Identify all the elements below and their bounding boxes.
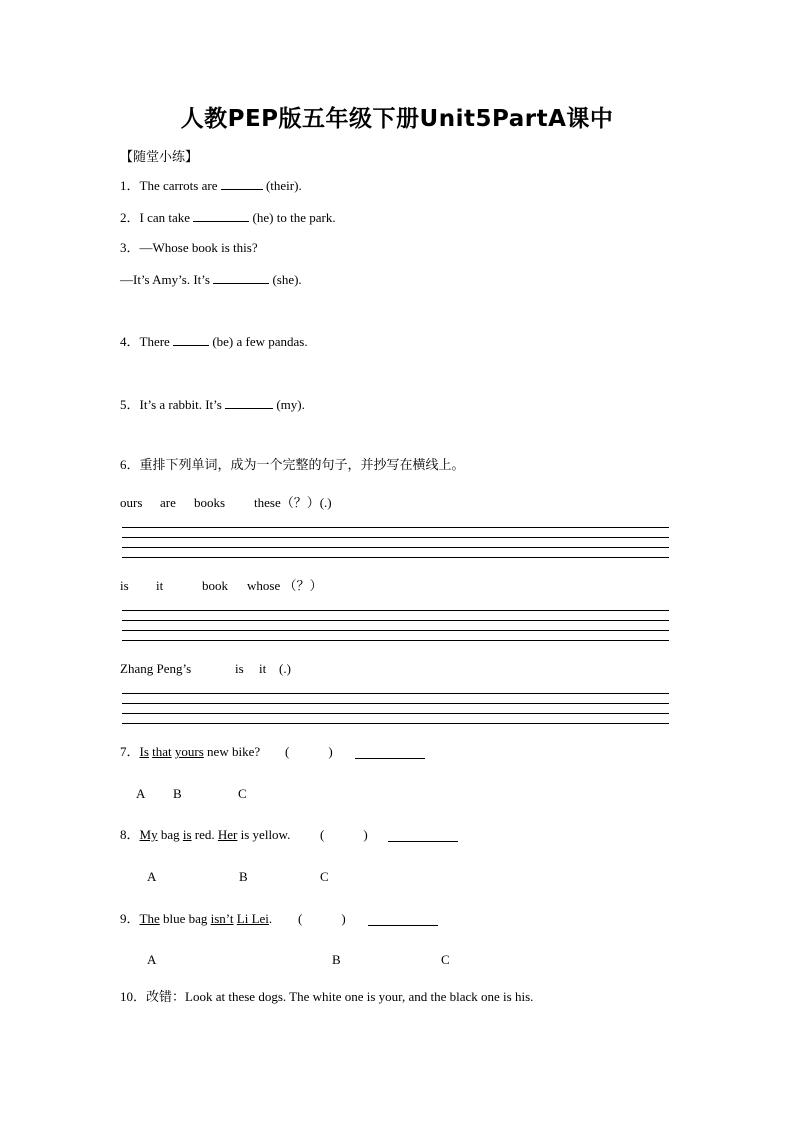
question-number: 3． bbox=[120, 240, 140, 255]
correction-blank[interactable] bbox=[355, 758, 425, 759]
question-hint: (she). bbox=[269, 272, 302, 287]
question-8 bbox=[120, 827, 290, 843]
correction-blank[interactable] bbox=[368, 925, 438, 926]
question-number: 9． bbox=[120, 911, 140, 926]
writing-line[interactable] bbox=[122, 610, 669, 611]
question-number: 4． bbox=[120, 334, 140, 349]
underlined-part-a: My bbox=[139, 827, 158, 842]
underlined-part-a: The bbox=[139, 911, 160, 926]
question-text: The carrots are bbox=[139, 178, 221, 193]
question-number: 5． bbox=[120, 397, 140, 412]
question-3 bbox=[120, 240, 258, 256]
option-label-a: A bbox=[136, 786, 146, 801]
writing-line[interactable] bbox=[122, 630, 669, 631]
option-label-b: B bbox=[173, 786, 182, 801]
answer-blank[interactable] bbox=[173, 333, 209, 346]
question-label: 改错： bbox=[146, 990, 186, 1005]
word: books bbox=[194, 495, 226, 510]
writing-line[interactable] bbox=[122, 537, 669, 538]
question-hint: (their). bbox=[262, 178, 302, 193]
question-instruction: 重排下列单词，成为一个完整的句子，并抄写在横线上。 bbox=[139, 458, 465, 473]
question-9 bbox=[120, 911, 272, 927]
text-segment: is yellow. bbox=[237, 827, 291, 842]
question-4 bbox=[120, 333, 308, 350]
question-1 bbox=[120, 177, 302, 194]
underlined-part-c: Li Lei bbox=[236, 911, 269, 926]
word: whose （？） bbox=[247, 578, 323, 593]
question-hint: (my). bbox=[273, 397, 305, 412]
question-text: —It’s Amy’s. It’s bbox=[120, 272, 214, 287]
underlined-part-b: that bbox=[152, 744, 172, 759]
writing-line[interactable] bbox=[122, 527, 669, 528]
word: it bbox=[259, 661, 267, 676]
option-label-a: A bbox=[147, 952, 157, 967]
answer-blank[interactable] bbox=[221, 177, 263, 190]
section-heading: 【随堂小练】 bbox=[120, 150, 199, 165]
word: ours bbox=[120, 495, 143, 510]
question-hint: (he) to the park. bbox=[249, 210, 336, 225]
writing-line[interactable] bbox=[122, 557, 669, 558]
writing-line[interactable] bbox=[122, 713, 669, 714]
text-segment: bag bbox=[157, 827, 183, 842]
question-6 bbox=[120, 457, 465, 474]
question-2 bbox=[120, 209, 336, 226]
text-segment: . bbox=[268, 911, 273, 926]
scrambled-words-3 bbox=[120, 661, 291, 677]
question-text: I can take bbox=[139, 210, 194, 225]
answer-blank[interactable] bbox=[225, 396, 273, 409]
option-label-c: C bbox=[320, 869, 329, 884]
underlined-part-b: isn’t bbox=[210, 911, 234, 926]
text-segment: new bike? bbox=[203, 744, 261, 759]
option-label-a: A bbox=[147, 869, 157, 884]
scrambled-words-2 bbox=[120, 578, 322, 594]
underlined-part-a: Is bbox=[139, 744, 149, 759]
writing-line[interactable] bbox=[122, 547, 669, 548]
question-text: There bbox=[139, 334, 174, 349]
word: are bbox=[160, 495, 176, 510]
question-hint: (be) a few pandas. bbox=[209, 334, 308, 349]
answer-paren[interactable]: ( ) bbox=[320, 827, 368, 842]
text-segment: blue bag bbox=[159, 911, 211, 926]
question-number: 2． bbox=[120, 210, 140, 225]
word: Zhang Peng’s bbox=[120, 661, 192, 676]
answer-paren[interactable]: ( ) bbox=[298, 911, 346, 926]
word: it bbox=[156, 578, 164, 593]
underlined-part-c: Her bbox=[217, 827, 238, 842]
question-number: 6． bbox=[120, 457, 140, 472]
option-label-c: C bbox=[238, 786, 247, 801]
writing-line[interactable] bbox=[122, 723, 669, 724]
question-7 bbox=[120, 744, 260, 760]
option-label-b: B bbox=[332, 952, 341, 967]
option-label-c: C bbox=[441, 952, 450, 967]
scrambled-words-1 bbox=[120, 495, 332, 511]
answer-paren[interactable]: ( ) bbox=[285, 744, 333, 759]
question-number: 8． bbox=[120, 827, 140, 842]
question-10 bbox=[120, 989, 533, 1006]
question-number: 10． bbox=[120, 989, 147, 1004]
word: is bbox=[235, 661, 244, 676]
question-text: Look at these dogs. The white one is your, and the black one is his. bbox=[185, 989, 534, 1004]
word: these（？）(.) bbox=[254, 495, 332, 510]
correction-blank[interactable] bbox=[388, 841, 458, 842]
word: (.) bbox=[279, 661, 291, 676]
question-number: 7． bbox=[120, 744, 140, 759]
writing-line[interactable] bbox=[122, 640, 669, 641]
word: is bbox=[120, 578, 129, 593]
page-title: 人教PEP版五年级下册Unit5PartA课中 bbox=[180, 106, 614, 132]
underlined-part-b: is bbox=[182, 827, 192, 842]
question-text: It’s a rabbit. It’s bbox=[139, 397, 226, 412]
question-5 bbox=[120, 396, 305, 413]
writing-line[interactable] bbox=[122, 703, 669, 704]
question-number: 1． bbox=[120, 178, 140, 193]
text-segment: red. bbox=[191, 827, 218, 842]
underlined-part-c: yours bbox=[174, 744, 204, 759]
question-text: —Whose book is this? bbox=[139, 240, 258, 255]
word: book bbox=[202, 578, 228, 593]
answer-blank[interactable] bbox=[213, 271, 269, 284]
writing-line[interactable] bbox=[122, 693, 669, 694]
writing-line[interactable] bbox=[122, 620, 669, 621]
answer-blank[interactable] bbox=[193, 209, 249, 222]
question-3-answer-line bbox=[120, 271, 302, 288]
option-label-b: B bbox=[239, 869, 248, 884]
